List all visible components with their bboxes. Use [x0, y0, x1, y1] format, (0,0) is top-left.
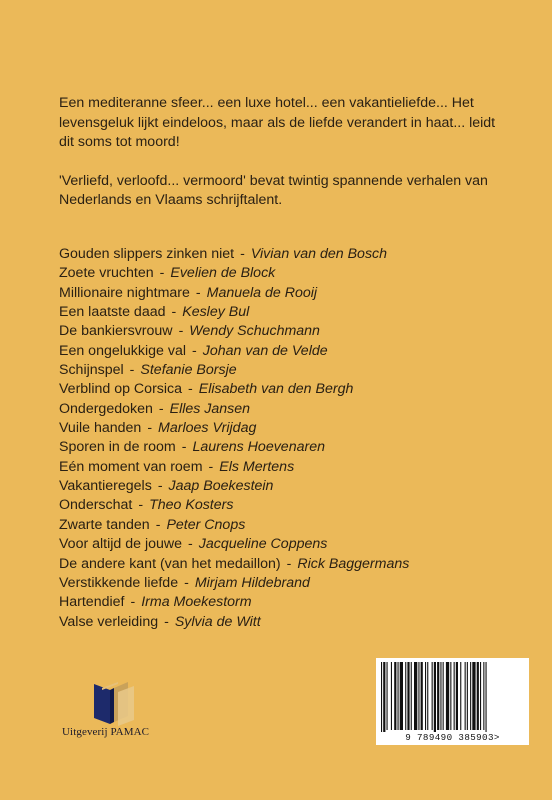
barcode-bar: [437, 662, 439, 730]
story-item: [59, 535, 509, 554]
publisher-name: Uitgeverij PAMAC: [62, 726, 150, 738]
story-author: Rick Baggermans: [297, 555, 410, 572]
story-author: Peter Cnops: [166, 516, 246, 533]
story-separator: -: [195, 284, 201, 301]
story-separator: -: [159, 265, 165, 282]
barcode-bar: [477, 662, 479, 730]
story-item: [59, 284, 509, 303]
books-logo-icon: [88, 680, 148, 726]
barcode-bar: [434, 662, 436, 732]
story-author: Mirjam Hildebrand: [194, 574, 310, 591]
barcode-bar: [418, 662, 419, 730]
barcode-bar: [414, 662, 417, 730]
barcode-bar: [454, 662, 455, 730]
barcode-bar: [483, 662, 484, 730]
isbn-suffix: >: [493, 732, 500, 743]
barcode-bar: [470, 662, 471, 730]
story-author: Jaap Boekestein: [168, 478, 274, 495]
story-separator: -: [171, 304, 177, 321]
story-title: Een laatste daad: [59, 304, 166, 321]
blurb-paragraph-2: 'Verliefd, verloofd... vermoord' bevat twintig spannende verhalen van Nederlands en Vlaams schrijftalent.: [59, 172, 488, 209]
story-title: Sporen in de room: [59, 439, 176, 456]
blurb: [59, 94, 499, 211]
story-title: Voor altijd de jouwe: [59, 536, 183, 553]
barcode-bar: [425, 662, 426, 730]
story-item: [59, 496, 509, 515]
story-author: Elisabeth van den Bergh: [198, 381, 354, 398]
story-title: Millionaire nightmare: [59, 284, 190, 301]
story-separator: -: [184, 574, 189, 591]
story-item: [59, 555, 509, 574]
story-item: [59, 613, 509, 632]
story-separator: -: [155, 516, 161, 533]
barcode-bar: [480, 662, 481, 730]
story-title: De andere kant (van het medaillon): [59, 555, 281, 572]
story-title: Onderschat: [59, 497, 133, 514]
barcode-bar: [465, 662, 466, 730]
story-item: [59, 322, 509, 341]
blurb-paragraph-1: Een mediteranne sfeer... een luxe hotel... een vakantieliefde... Het levensgeluk lijkt eindeloos, maar als de liefde verandert in haat... leidt dit soms tot moord!: [59, 95, 496, 151]
story-separator: -: [240, 246, 245, 262]
barcode-bar: [405, 662, 406, 730]
story-author: Kesley Bul: [182, 304, 250, 321]
story-item: [59, 574, 509, 593]
barcode-bar: [391, 662, 392, 730]
barcode-bar: [383, 662, 385, 732]
story-separator: -: [158, 400, 164, 417]
story-author: Wendy Schuchmann: [189, 323, 320, 340]
publisher-logo: [62, 680, 172, 740]
story-separator: -: [208, 458, 214, 475]
story-item: [59, 264, 509, 283]
barcode-bar: [411, 662, 412, 730]
story-title: Gouden slippers zinken niet: [59, 246, 235, 262]
story-author: Manuela de Rooij: [206, 284, 318, 301]
story-separator: -: [157, 478, 163, 495]
story-separator: -: [181, 439, 187, 456]
story-title: De bankiersvrouw: [59, 323, 173, 340]
story-item: [59, 361, 509, 380]
story-item: [59, 400, 509, 419]
story-item: [59, 303, 509, 322]
story-separator: -: [286, 555, 292, 572]
story-title: Vuile handen: [59, 420, 142, 437]
story-separator: -: [164, 613, 169, 630]
story-item: [59, 458, 509, 477]
barcode-bar: [460, 662, 461, 730]
barcode-bar: [394, 662, 396, 730]
story-separator: -: [129, 362, 135, 379]
barcode-bar: [421, 662, 423, 730]
story-author: Sylvia de Witt: [174, 613, 261, 630]
barcode-bar: [432, 662, 433, 730]
story-title: Eén moment van roem: [59, 458, 203, 475]
story-separator: -: [188, 536, 193, 553]
story-separator: -: [178, 323, 184, 340]
barcode-bar: [440, 662, 441, 730]
story-author: Laurens Hoevenaren: [192, 439, 325, 456]
story-item: [59, 516, 509, 535]
barcode-bar: [398, 662, 399, 730]
story-author: Johan van de Velde: [202, 342, 328, 359]
barcode-bar: [467, 662, 468, 730]
story-item: [59, 419, 509, 438]
story-author: Elles Jansen: [169, 400, 251, 417]
story-title: Verblind op Corsica: [59, 381, 183, 398]
barcode-bar: [472, 662, 475, 730]
story-author: Theo Kosters: [149, 497, 234, 514]
barcode-bar: [443, 662, 444, 730]
story-item: [59, 438, 509, 457]
story-title: Valse verleiding: [59, 613, 159, 630]
story-item: [59, 477, 509, 496]
story-item: [59, 380, 509, 399]
barcode-bars: [376, 658, 529, 732]
barcode-bar: [387, 662, 388, 730]
story-title: Verstikkende liefde: [59, 574, 179, 591]
story-title: Zwarte tanden: [59, 516, 150, 533]
isbn-number: 9 789490 385903: [405, 732, 494, 743]
isbn-barcode: [376, 658, 529, 745]
barcode-bar: [407, 662, 409, 730]
story-title: Zoete vruchten: [59, 265, 154, 282]
story-separator: -: [130, 594, 136, 611]
story-list: [59, 245, 509, 632]
story-author: Els Mertens: [219, 458, 295, 475]
story-author: Irma Moekestorm: [141, 594, 252, 611]
barcode-bar: [456, 662, 458, 730]
barcode-bar: [486, 662, 487, 732]
story-item: [59, 342, 509, 361]
story-author: Vivian van den Bosch: [250, 246, 388, 262]
story-separator: -: [188, 381, 193, 398]
story-author: Jacqueline Coppens: [198, 536, 328, 553]
story-author: Stefanie Borsje: [140, 362, 237, 379]
story-separator: -: [147, 420, 153, 437]
story-title: Schijnspel: [59, 362, 124, 379]
story-separator: -: [138, 497, 144, 514]
barcode-bar: [381, 662, 382, 732]
story-item: [59, 593, 509, 612]
barcode-bar: [446, 662, 449, 730]
story-title: Vakantieregels: [59, 478, 152, 495]
story-title: Een ongelukkige val: [59, 342, 186, 359]
story-item: [59, 245, 509, 264]
isbn-digits: [376, 732, 529, 743]
story-title: Ondergedoken: [59, 400, 153, 417]
barcode-bar: [427, 662, 428, 730]
story-title: Hartendief: [59, 594, 125, 611]
story-author: Marloes Vrijdag: [158, 420, 257, 437]
story-author: Evelien de Block: [170, 265, 276, 282]
story-separator: -: [192, 342, 197, 359]
barcode-bar: [450, 662, 451, 730]
barcode-bar: [400, 662, 403, 730]
